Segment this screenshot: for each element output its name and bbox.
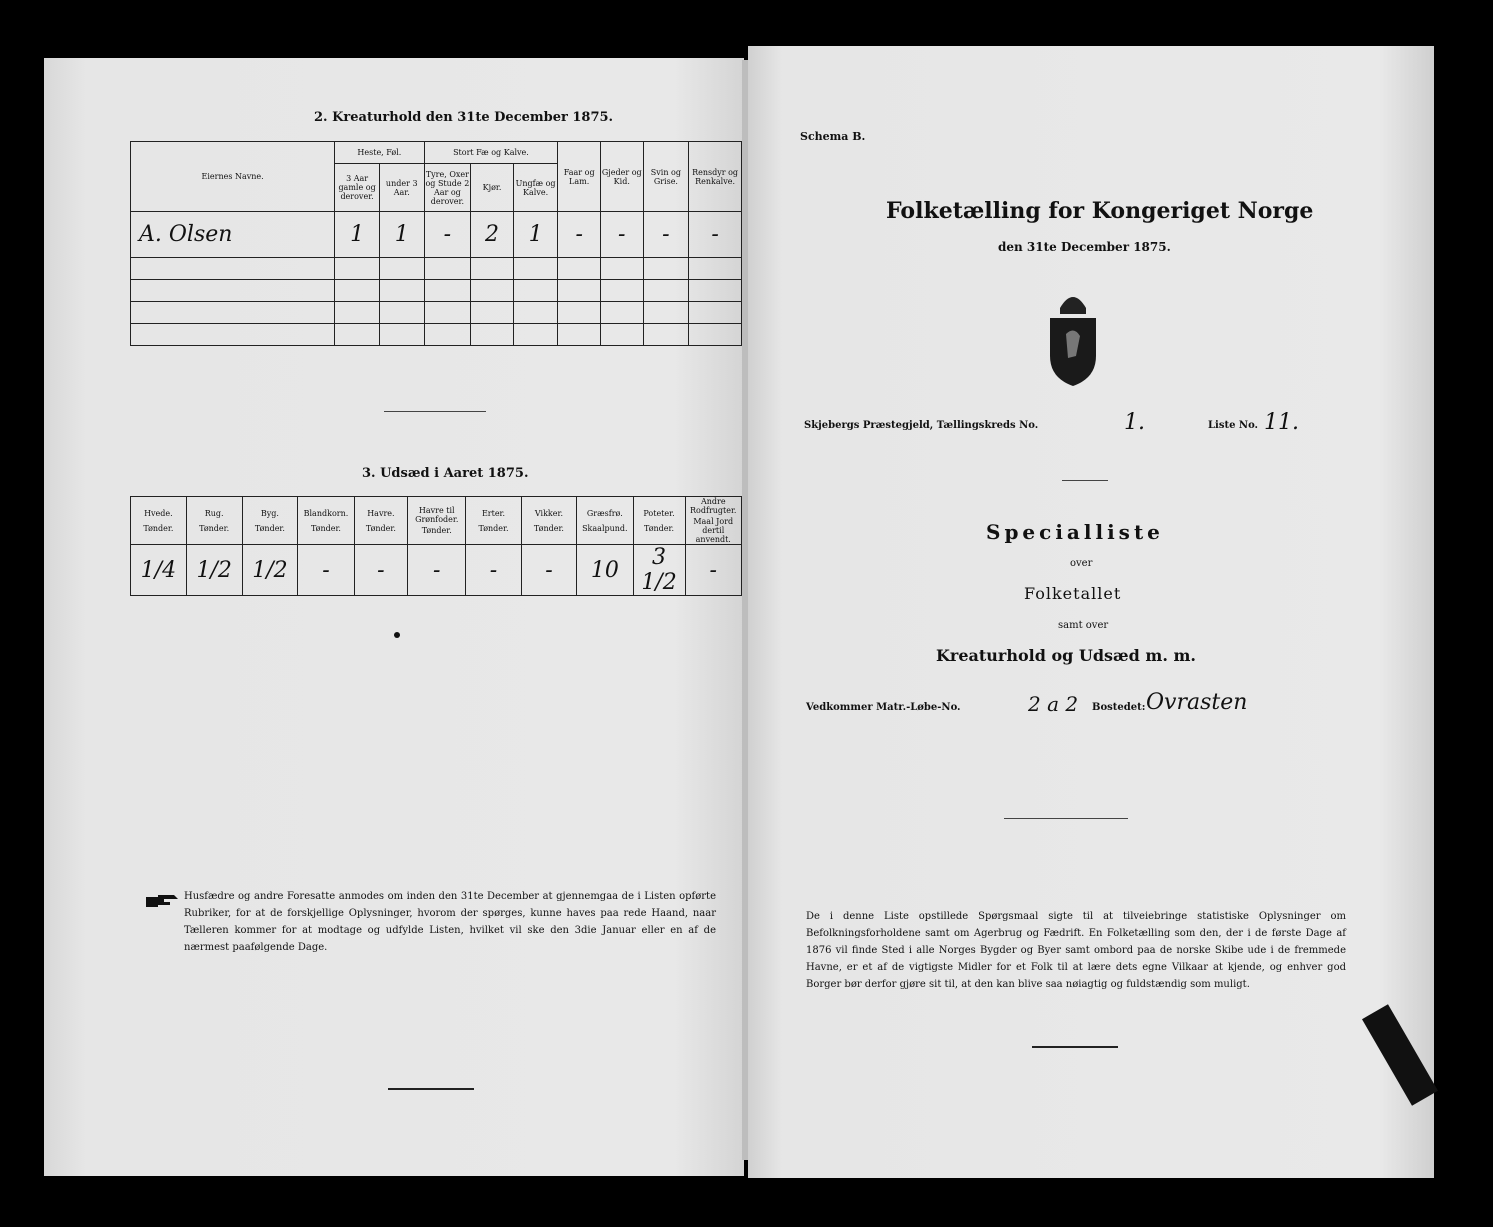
divider bbox=[1032, 1046, 1118, 1048]
list-label: Liste No. bbox=[1208, 420, 1259, 431]
matr-number: 2 a 2 bbox=[1028, 692, 1079, 716]
pigs-header: Svin og Grise. bbox=[643, 142, 689, 212]
value-cell: 10 bbox=[577, 545, 633, 596]
sheep-header: Faar og Lam. bbox=[558, 142, 601, 212]
section3-title: 3. Udsæd i Aaret 1875. bbox=[362, 466, 529, 481]
schema-label: Schema B. bbox=[800, 130, 866, 143]
main-title: Folketælling for Kongeriget Norge bbox=[886, 198, 1314, 224]
value-cell: - bbox=[354, 545, 408, 596]
value-cell: 3 1/2 bbox=[633, 545, 685, 596]
col-header: Havre. Tønder. bbox=[354, 497, 408, 545]
bosted-label: Bostedet: bbox=[1092, 702, 1146, 713]
horses-group-header: Heste, Føl. bbox=[335, 142, 424, 164]
value-cell: 1/2 bbox=[186, 545, 242, 596]
owner-name: A. Olsen bbox=[131, 212, 335, 258]
col-header: Blandkorn. Tønder. bbox=[298, 497, 354, 545]
cattle-bulls-value: - bbox=[424, 212, 471, 258]
value-cell: - bbox=[298, 545, 354, 596]
col-header: Græsfrø. Skaalpund. bbox=[577, 497, 633, 545]
owner-header: Eiernes Navne. bbox=[131, 142, 335, 212]
horses-old-header: 3 Aar gamle og derover. bbox=[335, 164, 380, 212]
horses-young-value: 1 bbox=[379, 212, 424, 258]
ink-dot bbox=[394, 632, 400, 638]
col-header: Erter. Tønder. bbox=[466, 497, 521, 545]
kreaturhold-title: Kreaturhold og Udsæd m. m. bbox=[936, 646, 1196, 665]
notice-text: Husfædre og andre Foresatte anmodes om inden den 31te December at gjennemgaa de i Listen opførte Rubriker, for at de forskjellige Oplysninger, hvorom der spørges, kunne haves paa rede Haand, naar Tælleren kommer for at modtage og udfylde Listen, hvilket vil ske den 3die Januar eller en af de nærmest paafølgende Dage. bbox=[184, 891, 716, 953]
col-header: Rug. Tønder. bbox=[186, 497, 242, 545]
section2-title: 2. Kreaturhold den 31te December 1875. bbox=[314, 110, 614, 125]
district-label: Skjebergs Præstegjeld, Tællingskreds No. bbox=[804, 420, 1039, 431]
list-number: 11. bbox=[1264, 410, 1299, 435]
pigs-value: - bbox=[643, 212, 689, 258]
divider bbox=[384, 411, 486, 412]
cattle-young-header: Ungfæ og Kalve. bbox=[513, 164, 558, 212]
over-text: over bbox=[1070, 558, 1093, 569]
col-header: Hvede. Tønder. bbox=[131, 497, 187, 545]
divider bbox=[1004, 818, 1128, 819]
goats-value: - bbox=[600, 212, 643, 258]
col-header: Byg. Tønder. bbox=[242, 497, 298, 545]
specialliste-title: Specialliste bbox=[986, 520, 1164, 544]
value-cell: 1/4 bbox=[131, 545, 187, 596]
value-cell: - bbox=[408, 545, 466, 596]
reindeer-value: - bbox=[689, 212, 742, 258]
goats-header: Gjeder og Kid. bbox=[600, 142, 643, 212]
horses-young-header: under 3 Aar. bbox=[379, 164, 424, 212]
col-header: Vikker. Tønder. bbox=[521, 497, 576, 545]
value-cell: - bbox=[685, 545, 741, 596]
sheep-value: - bbox=[558, 212, 601, 258]
value-cell: - bbox=[466, 545, 521, 596]
matr-label: Vedkommer Matr.-Løbe-No. bbox=[806, 702, 961, 713]
cattle-young-value: 1 bbox=[513, 212, 558, 258]
pointing-hand-icon bbox=[144, 893, 180, 909]
livestock-table bbox=[130, 141, 742, 346]
right-page bbox=[748, 46, 1434, 1178]
coat-of-arms-icon bbox=[1046, 286, 1100, 388]
value-cell: 1/2 bbox=[242, 545, 298, 596]
cattle-bulls-header: Tyre, Oxer og Stude 2 Aar og derover. bbox=[424, 164, 471, 212]
sowing-table bbox=[130, 496, 742, 596]
table-row bbox=[131, 545, 742, 596]
left-page bbox=[44, 58, 744, 1176]
table-row bbox=[131, 212, 742, 258]
divider bbox=[1062, 480, 1108, 481]
cattle-cows-value: 2 bbox=[471, 212, 514, 258]
district-number: 1. bbox=[1124, 410, 1145, 435]
reindeer-header: Rensdyr og Renkalve. bbox=[689, 142, 742, 212]
horses-old-value: 1 bbox=[335, 212, 380, 258]
folketallet-text: Folketallet bbox=[1024, 584, 1122, 603]
intro-paragraph: De i denne Liste opstillede Spørgsmaal sigte til at tilveiebringe statistiske Oplysninger om Befolkningsforholdene samt om Agerbrug og Fædrift. En Folketælling som den, der i de første Dage af 1876 vil finde Sted i alle Norges Bygder og Byer samt ombord paa de norske Skibe ude i de fremmede Havne, er et af de vigtigste Midler for et Folk til at lære dets egne Vilkaar at kjende, og enhver god Borger bør derfor gjøre sit til, at den kan blive saa nøiagtig og fuldstændig som muligt. bbox=[806, 911, 1346, 990]
cattle-cows-header: Kjør. bbox=[471, 164, 514, 212]
samt-over-text: samt over bbox=[1058, 620, 1109, 631]
cattle-group-header: Stort Fæ og Kalve. bbox=[424, 142, 558, 164]
bosted-value: Ovrasten bbox=[1146, 690, 1248, 715]
census-date: den 31te December 1875. bbox=[998, 240, 1171, 254]
col-header: Andre Rodfrugter. Maal Jord dertil anvendt. bbox=[685, 497, 741, 545]
value-cell: - bbox=[521, 545, 576, 596]
col-header: Havre til Grønfoder. Tønder. bbox=[408, 497, 466, 545]
divider bbox=[388, 1088, 474, 1090]
col-header: Poteter. Tønder. bbox=[633, 497, 685, 545]
